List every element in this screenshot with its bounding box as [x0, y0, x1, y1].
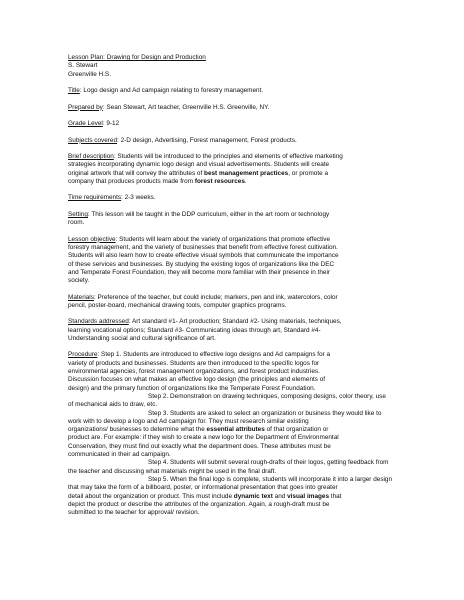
procedure-line-13: communicated in their ad campaign. — [68, 451, 171, 459]
procedure-line-4: Discussion focuses on what makes an effective logo design (the principles and elements of — [68, 376, 326, 384]
brief-line-3c: , or promote a — [288, 169, 329, 177]
procedure-line-8: Step 3. Students are asked to select an organization or business they would like to — [148, 409, 382, 417]
procedure-bold-visual-images: visual images — [287, 492, 330, 500]
objective-line-6: society. — [68, 277, 90, 285]
procedure-line-7: of mechanical aids to draw, etc. — [68, 401, 158, 409]
grade-level-section — [68, 120, 424, 128]
time-label: Time requirements — [68, 194, 122, 202]
brief-description-section — [68, 153, 424, 186]
subjects-section — [68, 137, 424, 145]
procedure-line-11: product are. For example: if they wish to create a new logo for the Department of Environmental — [68, 434, 339, 442]
time-text: : 2-3 weeks. — [121, 194, 156, 202]
procedure-bold-essential-attributes: essential attributes — [206, 426, 265, 434]
standards-section — [68, 318, 424, 343]
procedure-line-5: design) and the primary function of organizations like the Temperate Forest Foundation. — [68, 384, 316, 392]
objective-line-1: : Students will learn about the variety of organizations that promote effective — [115, 235, 331, 243]
time-requirements-section — [68, 194, 424, 202]
grade-level-text: : 9-12 — [102, 120, 120, 128]
procedure-line-2: variety of products and businesses. Students are then introduced to the specific logos for — [68, 359, 320, 367]
procedure-line-18e: that — [329, 492, 342, 500]
objective-label: Lesson objective — [68, 235, 116, 243]
procedure-line-15: the teacher and discussing what materials might be used in the final draft. — [68, 467, 277, 475]
prepared-by-section — [68, 104, 424, 112]
procedure-line-10c: of that organization or — [264, 426, 329, 434]
standards-line-3: Understanding social and cultural significance of art. — [68, 335, 216, 342]
procedure-line-10a: organizations/ businesses to determine what the — [68, 426, 207, 434]
procedure-line-3: environmental agencies, forest management organizations, and forest product industries. — [68, 368, 320, 376]
prepared-by-label: Prepared by — [68, 103, 103, 111]
setting-line-1: : This lesson will be taught in the DDP curriculum, either in the art room or technology — [87, 210, 330, 218]
materials-line-2: pencil, poster-board, mechanical drawing tools, computer graphics programs. — [68, 301, 287, 309]
procedure-bold-dynamic-text: dynamic text — [233, 492, 273, 500]
procedure-line-9: work with to develop a logo and Ad campaign for. They must research similar existing — [68, 417, 309, 425]
author-name: S. Stewart — [68, 62, 98, 70]
procedure-line-14: Step 4. Students will submit several rough-drafts of their logos, getting feedback from — [148, 459, 389, 467]
brief-line-4c: . — [244, 177, 247, 185]
materials-line-1: : Preference of the teacher, but could include; markers, pen and ink, watercolors, color — [93, 293, 338, 301]
title-text: : Logo design and Ad campaign relating to forestry management. — [79, 87, 264, 95]
standards-label: Standards addressed — [68, 318, 129, 326]
procedure-section — [68, 351, 424, 517]
brief-line-1: : Students will be introduced to the principles and elements of effective marketing — [113, 153, 343, 161]
procedure-line-18c: and — [272, 492, 288, 500]
procedure-label: Procedure — [68, 351, 98, 359]
subjects-label: Subjects covered — [68, 136, 118, 144]
subjects-text: : 2-D design, Advertising, Forest management, Forest products. — [117, 136, 297, 144]
procedure-line-20: submitted to the teacher for approval/ revision. — [68, 509, 200, 517]
title-label: Title — [68, 87, 80, 95]
setting-section — [68, 211, 424, 228]
grade-level-label: Grade Level — [68, 120, 103, 128]
setting-label: Setting — [68, 210, 88, 218]
setting-line-2: room. — [68, 219, 85, 227]
objective-line-5: and Temperate Forest Foundation, they will become more familiar with their presence in their — [68, 268, 331, 276]
brief-line-4a: company that produces products made from — [68, 177, 195, 185]
objective-line-2: forestry management, and the variety of businesses that benefit from effective forest cultivation. — [68, 243, 338, 251]
prepared-by-text: : Sean Stewart, Art teacher, Greenville H.S. Greenville, NY. — [102, 103, 270, 111]
procedure-line-19: depict the product or describe the attributes of the organization. Again, a rough-draft must be — [68, 500, 330, 508]
objective-line-3: Students will also learn how to create effective visual symbols that communicate the importance — [68, 252, 339, 260]
procedure-line-6: Step 2. Demonstration on drawing techniques, composing designs, color theory, use — [148, 392, 386, 400]
materials-section — [68, 294, 424, 311]
procedure-line-1: : Step 1. Students are introduced to effective logo designs and Ad campaigns for a — [97, 351, 331, 359]
school-name: Greenville H.S. — [68, 70, 111, 78]
materials-label: Materials — [68, 293, 94, 301]
brief-line-3a: original artwork that will convey the attributes of — [68, 169, 205, 177]
standards-line-1: : Art standard #1- Art production; Standard #2- Using materials, techniques, — [128, 318, 342, 326]
brief-line-2: strategies incorporating dynamic logo design and visual advertisements. Students will create — [68, 161, 330, 169]
standards-line-2: learning vocational options; Standard #3- Communicating ideas through art, Standard #4- — [68, 326, 321, 334]
lesson-plan-heading: Lesson Plan: Drawing for Design and Production — [68, 54, 206, 61]
objective-section — [68, 236, 424, 286]
objective-line-4: of these services and businesses. By studying the existing logos of organizations like the DEC — [68, 260, 335, 268]
brief-bold-forest-resources: forest resources — [194, 177, 245, 185]
procedure-line-18a: detail about the organization or product. This must include — [68, 492, 234, 500]
procedure-line-12: Conservation, they must find out exactly what the department does. These attributes must be — [68, 442, 331, 450]
procedure-line-17: that may take the form of a billboard, poster, or informational presentation that goes into greater — [68, 484, 338, 492]
procedure-line-16: Step 5. When the final logo is complete, students will incorporate it into a larger design — [148, 475, 393, 483]
brief-bold-best-management: best management practices — [204, 169, 289, 177]
brief-label: Brief description — [68, 153, 114, 161]
header-block — [68, 54, 424, 79]
title-section — [68, 87, 424, 95]
